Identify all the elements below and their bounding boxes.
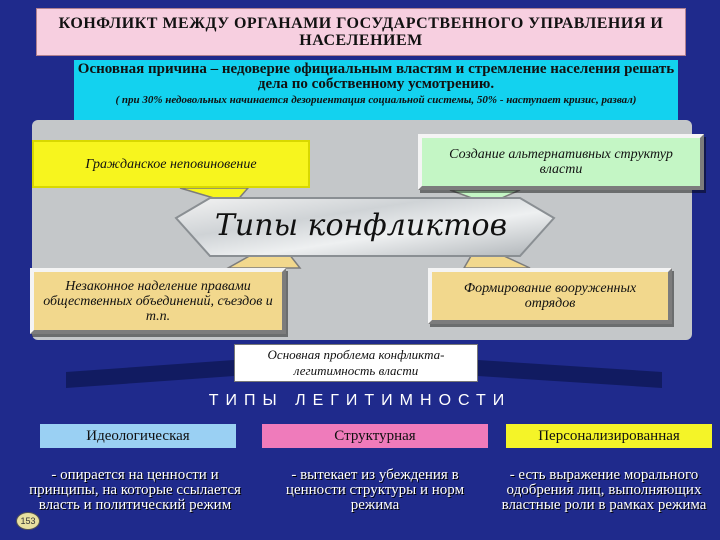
conflict-types-heading: Типы конфликтов: [214, 207, 508, 243]
legitimacy-type-ideological: [40, 424, 236, 448]
page-number: 153: [20, 516, 36, 526]
conflict-type-label: Создание альтернативных структур власти: [449, 147, 673, 177]
cause-note-text: ( при 30% недовольных начинается дезориентация социальной системы, 50% - наступает кризис, развал): [115, 94, 637, 106]
conflict-type-illegal-empowerment: [30, 268, 286, 334]
conflict-type-label: Гражданское неповиновение: [85, 156, 257, 172]
conflict-type-label: Незаконное наделение правами общественных объединений, съездов и т.п.: [43, 278, 273, 324]
legitimacy-types-heading: ТИПЫ ЛЕГИТИМНОСТИ: [208, 392, 512, 409]
title-text: КОНФЛИКТ МЕЖДУ ОРГАНАМИ ГОСУДАРСТВЕННОГО УПРАВЛЕНИЯ И НАСЕЛЕНИЕМ: [58, 15, 664, 49]
conflict-type-label: Формирование вооруженных отрядов: [463, 281, 637, 311]
main-problem-box: [234, 344, 478, 382]
page-number-badge: [16, 512, 40, 530]
legitimacy-type-label: Персонализированная: [538, 427, 680, 444]
legitimacy-desc-ideological: - опирается на ценности и принципы, на которые ссылается власть и политический режим: [29, 466, 241, 513]
main-problem-text: Основная проблема конфликта- легитимность власти: [267, 347, 445, 378]
legitimacy-type-label: Структурная: [334, 427, 416, 444]
legitimacy-type-label: Идеологическая: [86, 427, 190, 444]
conflict-type-civil-disobedience: [32, 140, 310, 188]
right-arrow-band: [478, 360, 662, 388]
legitimacy-desc-personalized: - есть выражение морального одобрения лиц, выполняющих властные роли в рамках режима: [501, 466, 707, 513]
legitimacy-type-structural: [262, 424, 488, 448]
cause-main-text: Основная причина – недоверие официальным властям и стремление населения решать дела по собственному усмотрению.: [77, 61, 675, 92]
legitimacy-type-personalized: [506, 424, 712, 448]
conflict-type-armed-groups: [428, 268, 672, 324]
conflict-type-alternative-structures: [418, 134, 704, 190]
left-arrow-band: [66, 360, 234, 388]
legitimacy-desc-structural: - вытекает из убеждения в ценности структуры и норм режима: [285, 466, 465, 513]
